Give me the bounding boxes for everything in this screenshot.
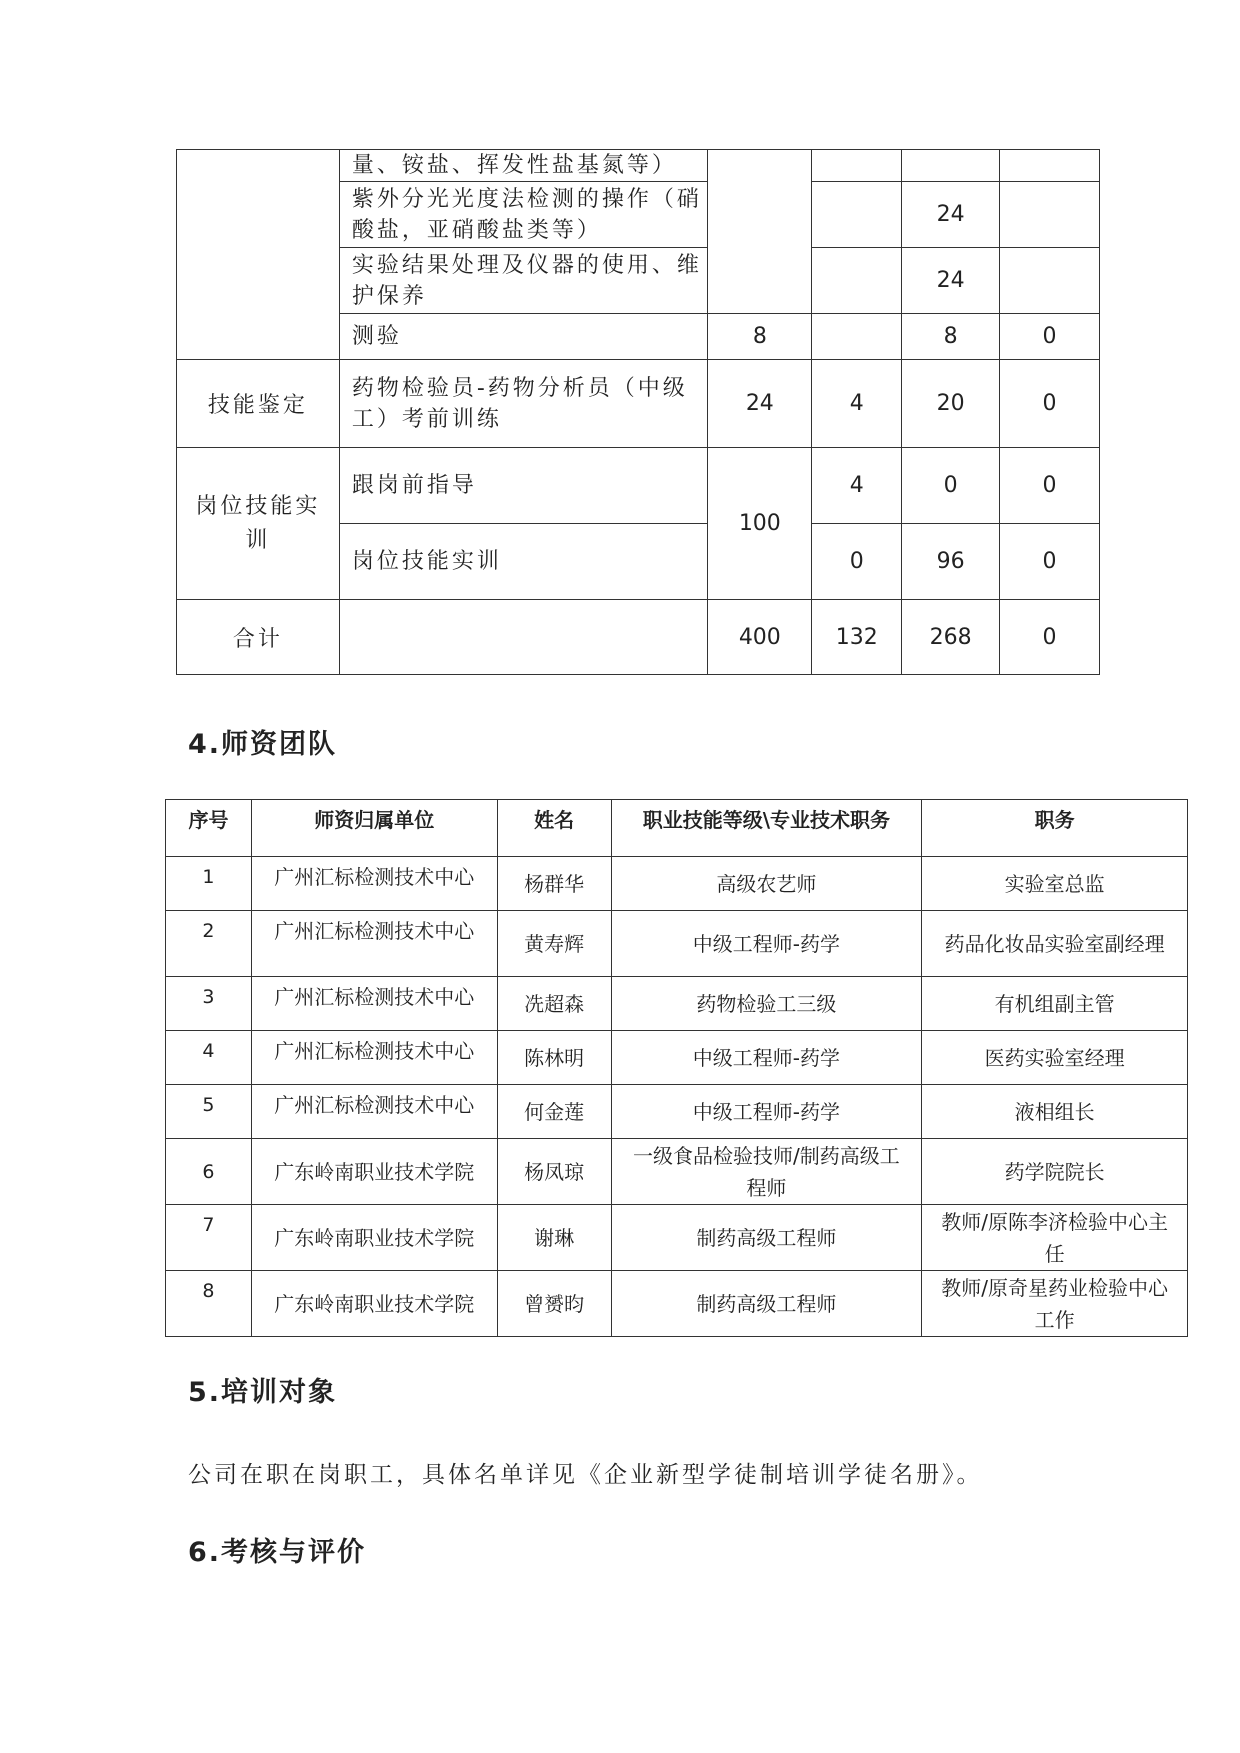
table-row: 7 广东岭南职业技术学院 谢琳 制药高级工程师 教师/原陈李济检验中心主任 [166, 1205, 1188, 1271]
table-row: 紫外分光光度法检测的操作（硝酸盐，亚硝酸盐类等） 24 [177, 182, 1100, 248]
content-cell: 紫外分光光度法检测的操作（硝酸盐，亚硝酸盐类等） [339, 182, 708, 248]
table-row: 4 广州汇标检测技术中心 陈林明 中级工程师-药学 医药实验室经理 [166, 1031, 1188, 1085]
total-hours-cell [708, 150, 812, 314]
content-cell: 量、铵盐、挥发性盐基氮等） [339, 150, 708, 182]
column-header: 职业技能等级\专业技术职务 [611, 800, 922, 857]
column-header: 序号 [166, 800, 252, 857]
section-5-text: 公司在职在岗职工，具体名单详见《企业新型学徒制培训学徒名册》。 [188, 1462, 983, 1488]
sum-label: 合计 [177, 600, 340, 675]
module-cell: 技能鉴定 [177, 360, 340, 448]
module-cell [177, 150, 340, 360]
table-row [177, 150, 1100, 182]
table-row: 技能鉴定 药物检验员-药物分析员（中级工）考前训练 24 4 20 0 [177, 360, 1100, 448]
content-cell: 实验结果处理及仪器的使用、维护保养 [339, 248, 708, 314]
content-cell: 测验 [339, 314, 708, 360]
table-row: 测验 8 8 0 [177, 314, 1100, 360]
training-hours-table [176, 149, 1100, 675]
column-header: 职务 [922, 800, 1188, 857]
section-4-heading: 4.师资团队 [188, 729, 338, 760]
table-row: 岗位技能实训 0 96 0 [177, 524, 1100, 600]
table-row: 2 广州汇标检测技术中心 黄寿辉 中级工程师-药学 药品化妆品实验室副经理 [166, 911, 1188, 977]
table-row: 实验结果处理及仪器的使用、维护保养 24 [177, 248, 1100, 314]
column-header: 师资归属单位 [251, 800, 497, 857]
table-row: 5 广州汇标检测技术中心 何金莲 中级工程师-药学 液相组长 [166, 1085, 1188, 1139]
content-cell: 岗位技能实训 [339, 524, 708, 600]
table-row: 3 广州汇标检测技术中心 冼超森 药物检验工三级 有机组副主管 [166, 977, 1188, 1031]
content-cell: 跟岗前指导 [339, 448, 708, 524]
table-row: 合计 400 132 268 0 [177, 600, 1100, 675]
table-row: 8 广东岭南职业技术学院 曾赟昀 制药高级工程师 教师/原奇星药业检验中心工作 [166, 1271, 1188, 1337]
table-row: 岗位技能实训 跟岗前指导 100 4 0 0 [177, 448, 1100, 524]
table-row: 1 广州汇标检测技术中心 杨群华 高级农艺师 实验室总监 [166, 857, 1188, 911]
column-header: 姓名 [497, 800, 611, 857]
table-row: 6 广东岭南职业技术学院 杨凤琼 一级食品检验技师/制药高级工程师 药学院院长 [166, 1139, 1188, 1205]
module-cell: 岗位技能实训 [177, 448, 340, 600]
section-6-heading: 6.考核与评价 [188, 1537, 367, 1568]
teacher-table [165, 799, 1188, 1337]
section-5-heading: 5.培训对象 [188, 1377, 338, 1408]
content-cell: 药物检验员-药物分析员（中级工）考前训练 [339, 360, 708, 448]
